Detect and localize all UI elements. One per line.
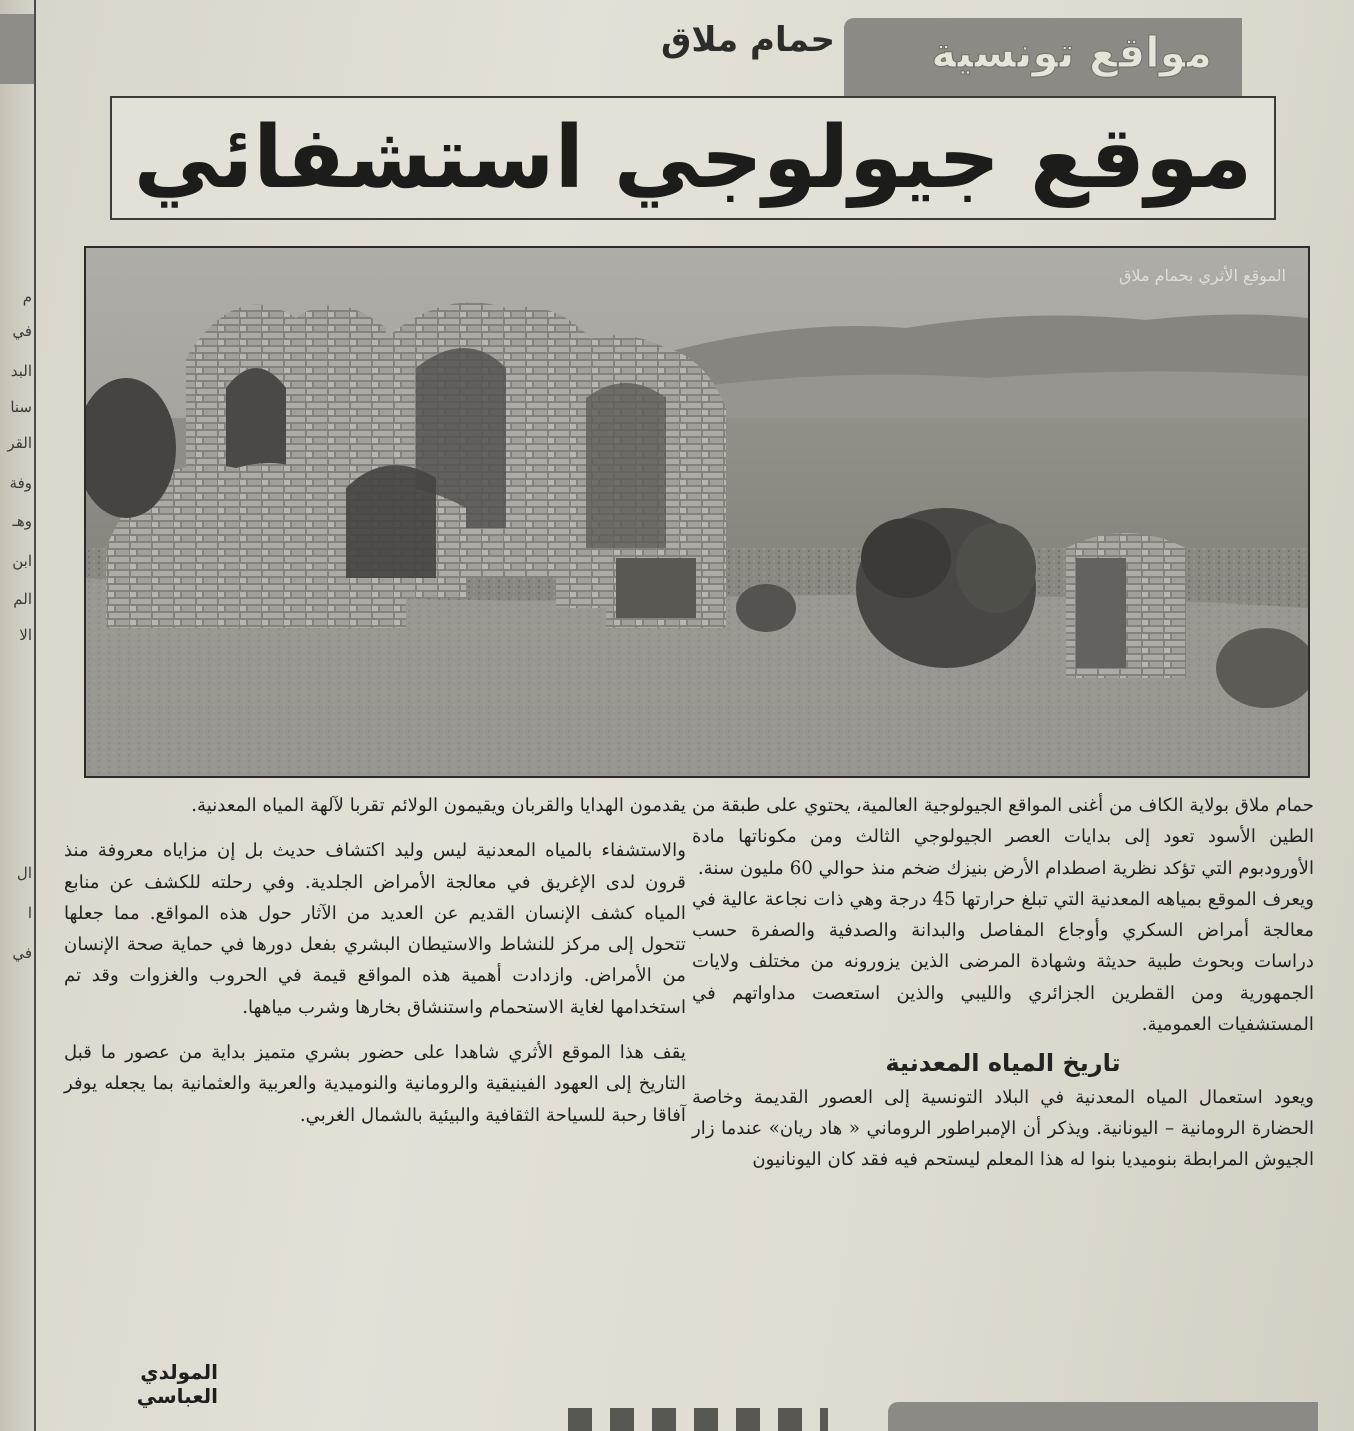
margin-fragment: سنا — [10, 398, 32, 416]
photo-caption: الموقع الأثري بحمام ملاق — [1119, 266, 1286, 285]
article-subhead: تاريخ المياه المعدنية — [885, 1049, 1121, 1078]
adjacent-section-tab — [0, 14, 36, 84]
margin-fragment: ابن — [12, 552, 32, 570]
section-label: مواقع تونسية — [931, 28, 1212, 77]
next-headline-fragment — [568, 1408, 828, 1431]
margin-fragment: البد — [10, 362, 32, 380]
margin-fragment: القر — [7, 434, 32, 452]
section-tab — [844, 18, 1242, 96]
margin-fragment: ا — [27, 904, 32, 922]
kicker: حمام ملاق — [660, 20, 836, 60]
article-paragraph: ويعرف الموقع بمياهه المعدنية التي تبلغ حرارتها 45 درجة وهي ذات نجاعة عالية في معالجة أمراض السكري وأوجاع المفاصل والبدانة والصدفية والصفرة حسب دراسات وبحوث طبية حديثة وشهادة المرضى الذين يزورونه من مختلف ولايات الجمهورية ومن القطرين الجزائري والليبي والذين استعصت مداواتهم في المستشفيات العمومية. — [692, 888, 1314, 1036]
ruins-illustration — [86, 248, 1308, 776]
next-section-tab — [888, 1402, 1318, 1431]
article-paragraph: حمام ملاق بولاية الكاف من أغنى المواقع الجيولوجية العالمية، يحتوي على طبقة من الطين الأسود تعود إلى بدايات العصر الجيولوجي الثالث ومن مكوناتها مادة الأورودبوم التي تؤكد نظرية اصطدام الأرض بنيزك ضخم منذ حوالي 60 مليون سنة. — [692, 795, 1314, 879]
newspaper-page — [28, 0, 1354, 1431]
ruins-photo — [84, 246, 1310, 778]
margin-fragment: وهـ — [12, 512, 32, 530]
margin-fragment: في — [12, 944, 32, 962]
byline: المولدي العباسي — [136, 1360, 218, 1408]
margin-fragment: الا — [19, 626, 32, 644]
article-column-left — [64, 790, 686, 1131]
article-column-right — [692, 790, 1314, 1176]
margin-fragment: الم — [13, 590, 32, 608]
margin-fragment: في — [12, 322, 32, 340]
headline: موقع جيولوجي استشفائي — [133, 108, 1253, 208]
article-paragraph: يقدمون الهدايا والقربان ويقيمون الولائم تقربا لآلهة المياه المعدنية. — [191, 795, 686, 816]
article-paragraph: يقف هذا الموقع الأثري شاهدا على حضور بشري متميز بداية من عصور ما قبل التاريخ إلى العهود الفينيقية والرومانية والنوميدية والعربية والعثمانية بما يجعله يوفر آفاقا رحبة للسياحة الثقافية والبيئية بالشمال الغربي. — [64, 1042, 686, 1126]
margin-fragment: م — [22, 288, 32, 306]
article-paragraph: والاستشفاء بالمياه المعدنية ليس وليد اكتشاف حديث بل إن مزاياه معروفة منذ قرون لدى الإغريق في معالجة الأمراض الجلدية. وفي رحلته للكشف عن منابع المياه كشف الإنسان القديم عن العديد من الآثار حول هذه المواقع. مما جعلها تتحول إلى مركز للنشاط والاستيطان البشري بفعل دورها في حماية صحة الإنسان من الأمراض. وازدادت أهمية هذه المواقع قيمة في الحروب والغزوات وقد تم استخدامها لغاية الاستحمام واستنشاق بخارها وشرب مياهها. — [64, 840, 686, 1018]
margin-fragment: وفة — [9, 474, 32, 492]
headline-box — [110, 96, 1276, 220]
article-paragraph: ويعود استعمال المياه المعدنية في البلاد التونسية إلى العصور القديمة وخاصة الحضارة الرومانية – اليونانية. ويذكر أن الإمبراطور الروماني « هاد ريان» عندما زار الجيوش المرابطة بنوميديا بنوا له هذا المعلم ليستحم فيه فقد كان اليونانيون — [692, 1086, 1314, 1171]
margin-fragment: ال — [16, 864, 32, 882]
adjacent-page-edge — [0, 0, 36, 1431]
